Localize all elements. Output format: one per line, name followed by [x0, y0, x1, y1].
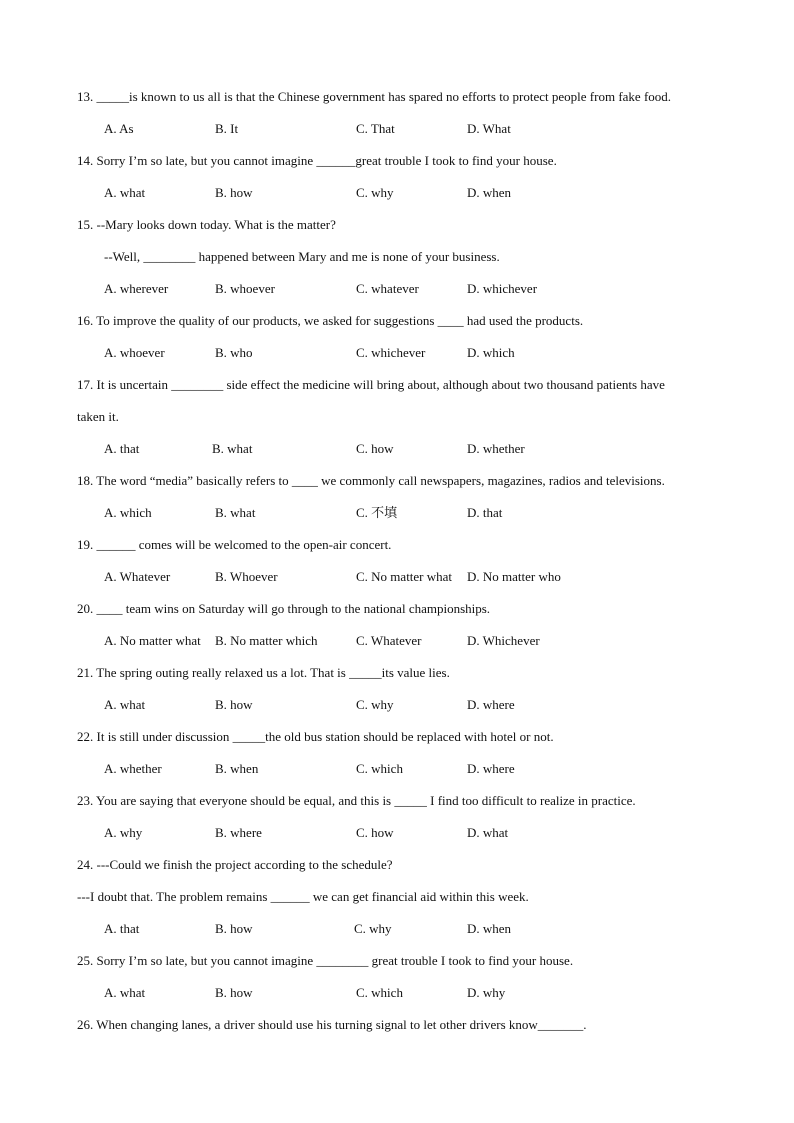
q19-option-c: C. No matter what — [356, 569, 453, 584]
q13-option-b: B. It — [215, 121, 239, 136]
question-24-text: 24. ---Could we finish the project according to the schedule? — [77, 857, 393, 872]
question-14-text: 14. Sorry I’m so late, but you cannot imagine ______great trouble I took to find your house. — [77, 153, 557, 168]
q23-option-d: D. what — [467, 825, 509, 840]
question-21-text: 21. The spring outing really relaxed us a lot. That is _____its value lies. — [77, 665, 450, 680]
q22-option-a: A. whether — [104, 761, 162, 776]
q14-option-c: C. why — [356, 185, 394, 200]
q17-option-c: C. how — [356, 441, 394, 456]
question-17-text: 17. It is uncertain ________ side effect the medicine will bring about, although about two thousand patients have — [77, 377, 665, 392]
question-20-text: 20. ____ team wins on Saturday will go through to the national championships. — [77, 601, 491, 616]
q22-option-c: C. which — [356, 761, 403, 776]
q16-option-a: A. whoever — [104, 345, 165, 360]
question-26-text: 26. When changing lanes, a driver should use his turning signal to let other drivers know_______. — [77, 1017, 587, 1032]
question-15-reply: --Well, ________ happened between Mary and me is none of your business. — [104, 249, 500, 264]
question-13-text: 13. _____is known to us all is that the Chinese government has spared no efforts to protect people from fake food. — [77, 89, 672, 104]
q25-option-c: C. which — [356, 985, 403, 1000]
q17-option-a: A. that — [104, 441, 140, 456]
q25-option-d: D. why — [467, 985, 506, 1000]
question-16-text: 16. To improve the quality of our products, we asked for suggestions ____ had used the products. — [77, 313, 584, 328]
q16-option-b: B. who — [215, 345, 253, 360]
q15-option-c: C. whatever — [356, 281, 419, 296]
q20-option-d: D. Whichever — [467, 633, 540, 648]
question-22-text: 22. It is still under discussion _____the old bus station should be replaced with hotel or not. — [77, 729, 554, 744]
q24-option-d: D. when — [467, 921, 512, 936]
q16-option-c: C. whichever — [356, 345, 426, 360]
question-15-text: 15. --Mary looks down today. What is the matter? — [77, 217, 336, 232]
q21-option-a: A. what — [104, 697, 146, 712]
q17-option-b: B. what — [212, 441, 253, 456]
q23-option-a: A. why — [104, 825, 143, 840]
q20-option-c: C. Whatever — [356, 633, 422, 648]
q25-option-b: B. how — [215, 985, 253, 1000]
q20-option-a: A. No matter what — [104, 633, 201, 648]
q18-option-a: A. which — [104, 505, 152, 520]
q22-option-d: D. where — [467, 761, 515, 776]
q22-option-b: B. when — [215, 761, 259, 776]
question-19-text: 19. ______ comes will be welcomed to the open-air concert. — [77, 537, 392, 552]
q23-option-b: B. where — [215, 825, 262, 840]
q15-option-b: B. whoever — [215, 281, 275, 296]
q18-option-b: B. what — [215, 505, 256, 520]
question-17-text-cont: taken it. — [77, 409, 119, 424]
q18-option-d: D. that — [467, 505, 503, 520]
q24-option-b: B. how — [215, 921, 253, 936]
question-23-text: 23. You are saying that everyone should be equal, and this is _____ I find too difficult to realize in practice. — [77, 793, 636, 808]
q18-option-c: C. 不填 — [356, 505, 398, 520]
q25-option-a: A. what — [104, 985, 146, 1000]
question-18-text: 18. The word “media” basically refers to ____ we commonly call newspapers, magazines, radios and televisions. — [77, 473, 665, 488]
q19-option-a: A. Whatever — [104, 569, 171, 584]
q14-option-a: A. what — [104, 185, 146, 200]
q24-option-c: C. why — [354, 921, 392, 936]
q16-option-d: D. which — [467, 345, 515, 360]
q14-option-b: B. how — [215, 185, 253, 200]
q20-option-b: B. No matter which — [215, 633, 318, 648]
q23-option-c: C. how — [356, 825, 394, 840]
q13-option-a: A. As — [104, 121, 134, 136]
q24-option-a: A. that — [104, 921, 140, 936]
q15-option-a: A. wherever — [104, 281, 169, 296]
q15-option-d: D. whichever — [467, 281, 538, 296]
q19-option-d: D. No matter who — [467, 569, 561, 584]
q13-option-c: C. That — [356, 121, 395, 136]
q17-option-d: D. whether — [467, 441, 525, 456]
question-25-text: 25. Sorry I’m so late, but you cannot imagine ________ great trouble I took to find your house. — [77, 953, 574, 968]
q21-option-b: B. how — [215, 697, 253, 712]
q14-option-d: D. when — [467, 185, 512, 200]
q21-option-c: C. why — [356, 697, 394, 712]
q13-option-d: D. What — [467, 121, 511, 136]
q21-option-d: D. where — [467, 697, 515, 712]
question-24-reply: ---I doubt that. The problem remains ______ we can get financial aid within this week. — [77, 889, 529, 904]
q19-option-b: B. Whoever — [215, 569, 278, 584]
